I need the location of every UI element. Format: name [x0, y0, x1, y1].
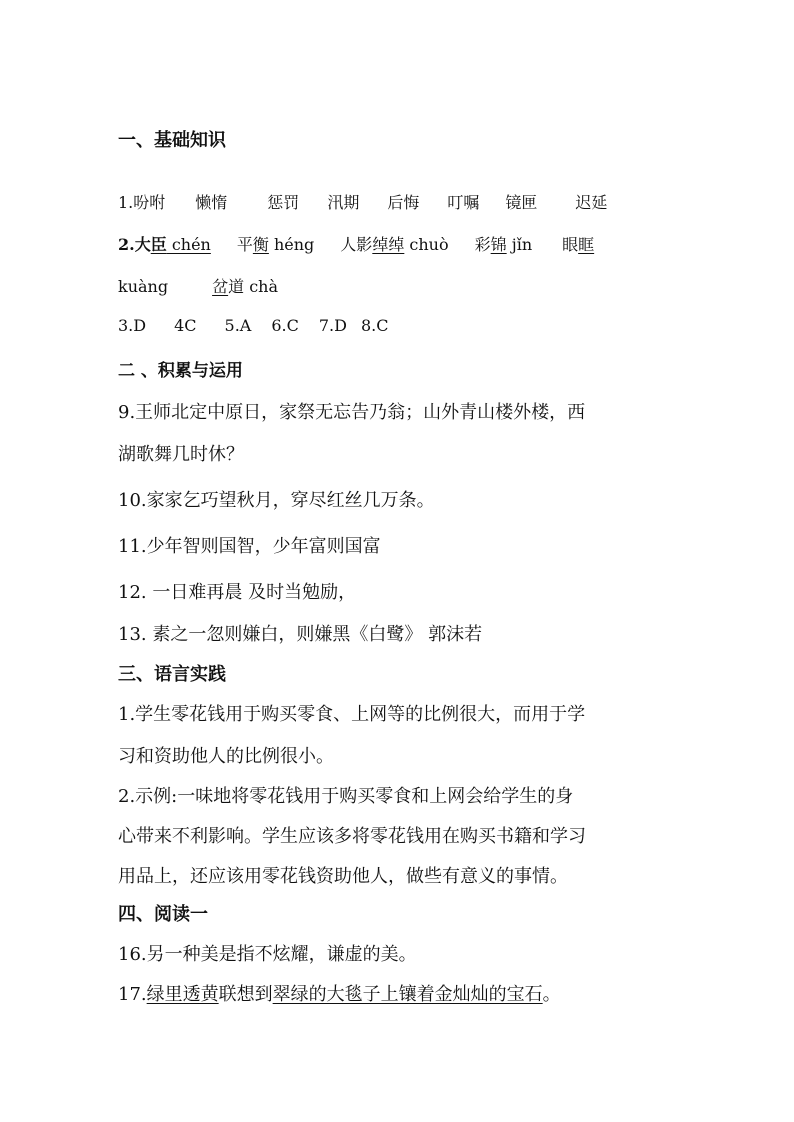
practice-answer-2-line-3: 用品上，还应该用零花钱资助他人，做些有意义的事情。	[118, 866, 568, 887]
word: 后悔	[387, 193, 420, 212]
pinyin: héng	[268, 235, 315, 254]
practice-answer-1-line-2: 习和资助他人的比例很小。	[118, 746, 334, 767]
pinyin: chén	[166, 235, 211, 254]
word: 汛期	[327, 193, 360, 212]
answer-q9-line-1: 9.王师北定中原日，家祭无忘告乃翁；山外青山楼外楼，西	[118, 402, 586, 423]
answer-q16: 16.另一种美是指不炫耀，谦虚的美。	[118, 944, 417, 965]
pinyin: chuò	[404, 235, 449, 254]
underlined-phrase: 翠绿的大毯子上镶着金灿灿的宝石	[272, 984, 543, 1005]
section-heading-practice: 三、语言实践	[118, 664, 226, 685]
underlined-char: 锦	[490, 235, 507, 254]
pinyin: chà	[244, 277, 279, 296]
word: 迟延	[575, 193, 608, 212]
answer-q10: 10.家家乞巧望秋月，穿尽红丝几万条。	[118, 490, 435, 511]
q2-pinyin-line-1: 2.大臣 chén 平衡 héng 人影绰绰 chuò 彩锦 jǐn 眼眶	[118, 235, 595, 254]
practice-answer-2-line-1: 2.示例:一味地将零花钱用于购买零食和上网会给学生的身	[118, 786, 574, 807]
underlined-phrase: 绿里透黄	[146, 984, 219, 1005]
answer-q11: 11.少年智则国智，少年富则国富	[118, 536, 381, 557]
section-heading-basics: 一、基础知识	[118, 130, 226, 151]
underlined-char: 衡	[252, 235, 269, 254]
answer-q17: 17.绿里透黄联想到翠绿的大毯子上镶着金灿灿的宝石。	[118, 984, 561, 1005]
q2-pinyin-line-2: kuàng 岔道 chà	[118, 277, 279, 296]
practice-answer-2-line-2: 心带来不利影响。学生应该多将零花钱用在购买书籍和学习	[118, 826, 586, 847]
section-heading-reading: 四、阅读一	[118, 904, 208, 925]
word: 惩罚	[267, 193, 300, 212]
underlined-char: 绰绰	[372, 235, 405, 254]
answer-q12: 12. 一日难再晨 及时当勉励，	[118, 582, 357, 603]
section-heading-accumulation: 二 、积累与运用	[118, 361, 243, 381]
underlined-char: 眶	[578, 235, 595, 254]
underlined-char: 臣	[150, 235, 167, 254]
pinyin: jǐn	[506, 235, 533, 254]
q3-8-choice-answers: 3.D 4C 5.A 6.C 7.D 8.C	[118, 316, 389, 335]
word: 吩咐	[133, 193, 166, 212]
word: 懒惰	[195, 193, 228, 212]
underlined-char: 岔	[212, 277, 229, 296]
answer-q9-line-2: 湖歌舞几时休？	[118, 444, 244, 465]
q1-word-list: 1.吩咐 懒惰 惩罚 汛期 后悔 叮嘱 镜匣 迟延	[118, 193, 608, 212]
word: 叮嘱	[447, 193, 480, 212]
answer-q13: 13. 素之一忽则嫌白，则嫌黑《白鹭》 郭沫若	[118, 624, 483, 645]
pinyin: kuàng	[118, 277, 169, 296]
practice-answer-1-line-1: 1.学生零花钱用于购买零食、上网等的比例很大，而用于学	[118, 704, 586, 725]
word: 镜匣	[505, 193, 538, 212]
